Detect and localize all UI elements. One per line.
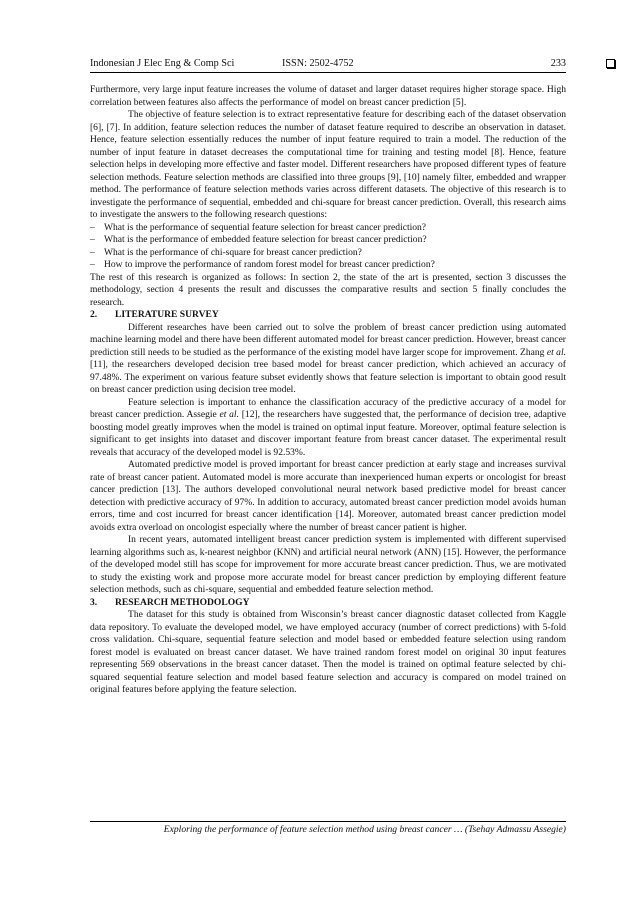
list-item: – What is the performance of sequential feature selection for breast cancer prediction? xyxy=(90,222,566,235)
literature-paragraph-3: Automated predictive model is proved important for breast cancer prediction at early stage and increases survival rate of breast cancer patient. Automated model is more accurate than inexperienced human experts or oncologist for breast cancer prediction [13]. The authors developed convolutional neural network based predictive model for breast cancer detection with predictive accuracy of 97%. In addition to accuracy, automated breast cancer prediction model avoids human errors, time and cost incurred for breast cancer identification [14]. Moreover, automated breast cancer prediction model avoids extra overload on oncologist especially where the number of breast cancer patient is higher. xyxy=(90,459,566,533)
checkbox-square-icon xyxy=(606,59,615,68)
list-item: – What is the performance of embedded feature selection for breast cancer prediction? xyxy=(90,234,566,247)
section-number: 2. xyxy=(90,309,98,320)
literature-paragraph-1 xyxy=(90,322,566,397)
page-number: 233 xyxy=(550,58,566,69)
section-heading-literature-survey xyxy=(90,309,566,322)
intro-paragraph-2: The objective of feature selection is to extract representative feature for describing each of the dataset observation [6], [7]. In addition, feature selection reduces the number of dataset feature required to describe an observation in dataset. Hence, feature selection essentially reduces the number of input feature required to train a model. The reduction of the number of input feature in dataset decreases the computational time for training and testing model [8]. Hence, feature selection helps in developing more effective and faster model. Different researchers have proposed different types of feature selection methods. Feature selection methods are classified into three groups [9], [10] namely filter, embedded and wrapper method. The performance of feature selection methods varies across different datasets. The objective of this research is to investigate the performance of sequential, embedded and chi-square for breast cancer prediction. Overall, this research aims to investigate the answers to the following research questions: xyxy=(90,109,566,220)
paragraph-text: [11], the researchers developed decision tree based model for breast cancer prediction, which achieved an accuracy of 97.48%. The experiment on various feature subset evidently shows that feature selection is important to obtain good result on breast cancer prediction using decision tree model. xyxy=(90,359,566,395)
section-title: LITERATURE SURVEY xyxy=(115,309,219,320)
page-body xyxy=(90,84,566,697)
section-title: RESEARCH METHODOLOGY xyxy=(115,596,250,608)
footer-divider xyxy=(90,821,566,822)
page-header xyxy=(90,56,566,73)
paragraph-text: Feature selection is important to enhance the classification accuracy of the predictive accuracy of a model for breast cancer prediction. Assegie xyxy=(90,396,566,420)
et-al-italic: et al. xyxy=(546,346,566,358)
et-al-italic: et al. xyxy=(219,409,239,420)
list-item: – What is the performance of chi-square for breast cancer prediction? xyxy=(90,247,566,260)
methodology-paragraph-1: The dataset for this study is obtained from Wisconsin’s breast cancer diagnostic dataset collected from Kaggle data repository. To evaluate the developed model, we have employed accuracy (number of correct predictions) with 5-fold cross validation. Chi-square, sequential feature selection and model based or embedded feature selection using random forest model is evaluated on breast cancer dataset. We have trained random forest model on original 30 input features representing 569 observations in the breast cancer dataset. Then the model is trained on optimal feature selected by chi-squared sequential feature selection and model based feature selection and accuracy is compared on model trained on original features before applying the feature selection. xyxy=(90,609,566,695)
literature-paragraph-4: In recent years, automated intelligent breast cancer prediction system is implemented with different supervised learning algorithms such as, k-nearest neighbor (KNN) and artificial neural network (ANN) [15]. However, the performance of the developed model still has scope for improvement for more accurate breast cancer prediction. Thus, we are motivated to study the existing work and propose more accurate model for breast cancer prediction by employing different feature selection methods, such as chi-square, sequential and embedded feature selection method. xyxy=(90,534,566,595)
paragraph-text: Different researches have been carried out to solve the problem of breast cancer prediction using automated machine learning model and there have been different automated model for breast cancer prediction. However, breast cancer prediction still needs to be studied as the performance of the existing model have larger scope for improvement. Zhang xyxy=(90,321,566,358)
list-item: – How to improve the performance of random forest model for breast cancer prediction? xyxy=(90,259,566,272)
literature-paragraph-2 xyxy=(90,397,566,460)
intro-paragraph-3: The rest of this research is organized as follows: In section 2, the state of the art is presented, section 3 discusses the methodology, section 4 presents the result and discusses the comparative results and section 5 finally concludes the research. xyxy=(90,271,566,308)
issn-label: ISSN: 2502-4752 xyxy=(282,58,354,69)
section-heading-research-methodology xyxy=(90,597,566,610)
section-number: 3. xyxy=(90,596,98,608)
paragraph-text: [12], the researchers have suggested that, the performance of decision tree, adaptive boosting model greatly improves when the model is trained on optimal input feature. Moreover, optimal feature selection is significant to get insights into dataset and discover important feature from breast cancer dataset. The experimental result reveals that accuracy of the developed model is 92.53%. xyxy=(90,409,566,458)
intro-paragraph-1: Furthermore, very large input feature increases the volume of dataset and larger dataset requires higher storage space. High correlation between features also affects the performance of model on breast cancer prediction [5]. xyxy=(90,84,566,108)
journal-name: Indonesian J Elec Eng & Comp Sci xyxy=(90,58,235,69)
research-questions-list xyxy=(90,222,566,272)
running-footer: Exploring the performance of feature selection method using breast cancer … (Tsehay Admassu Assegie) xyxy=(163,824,566,835)
